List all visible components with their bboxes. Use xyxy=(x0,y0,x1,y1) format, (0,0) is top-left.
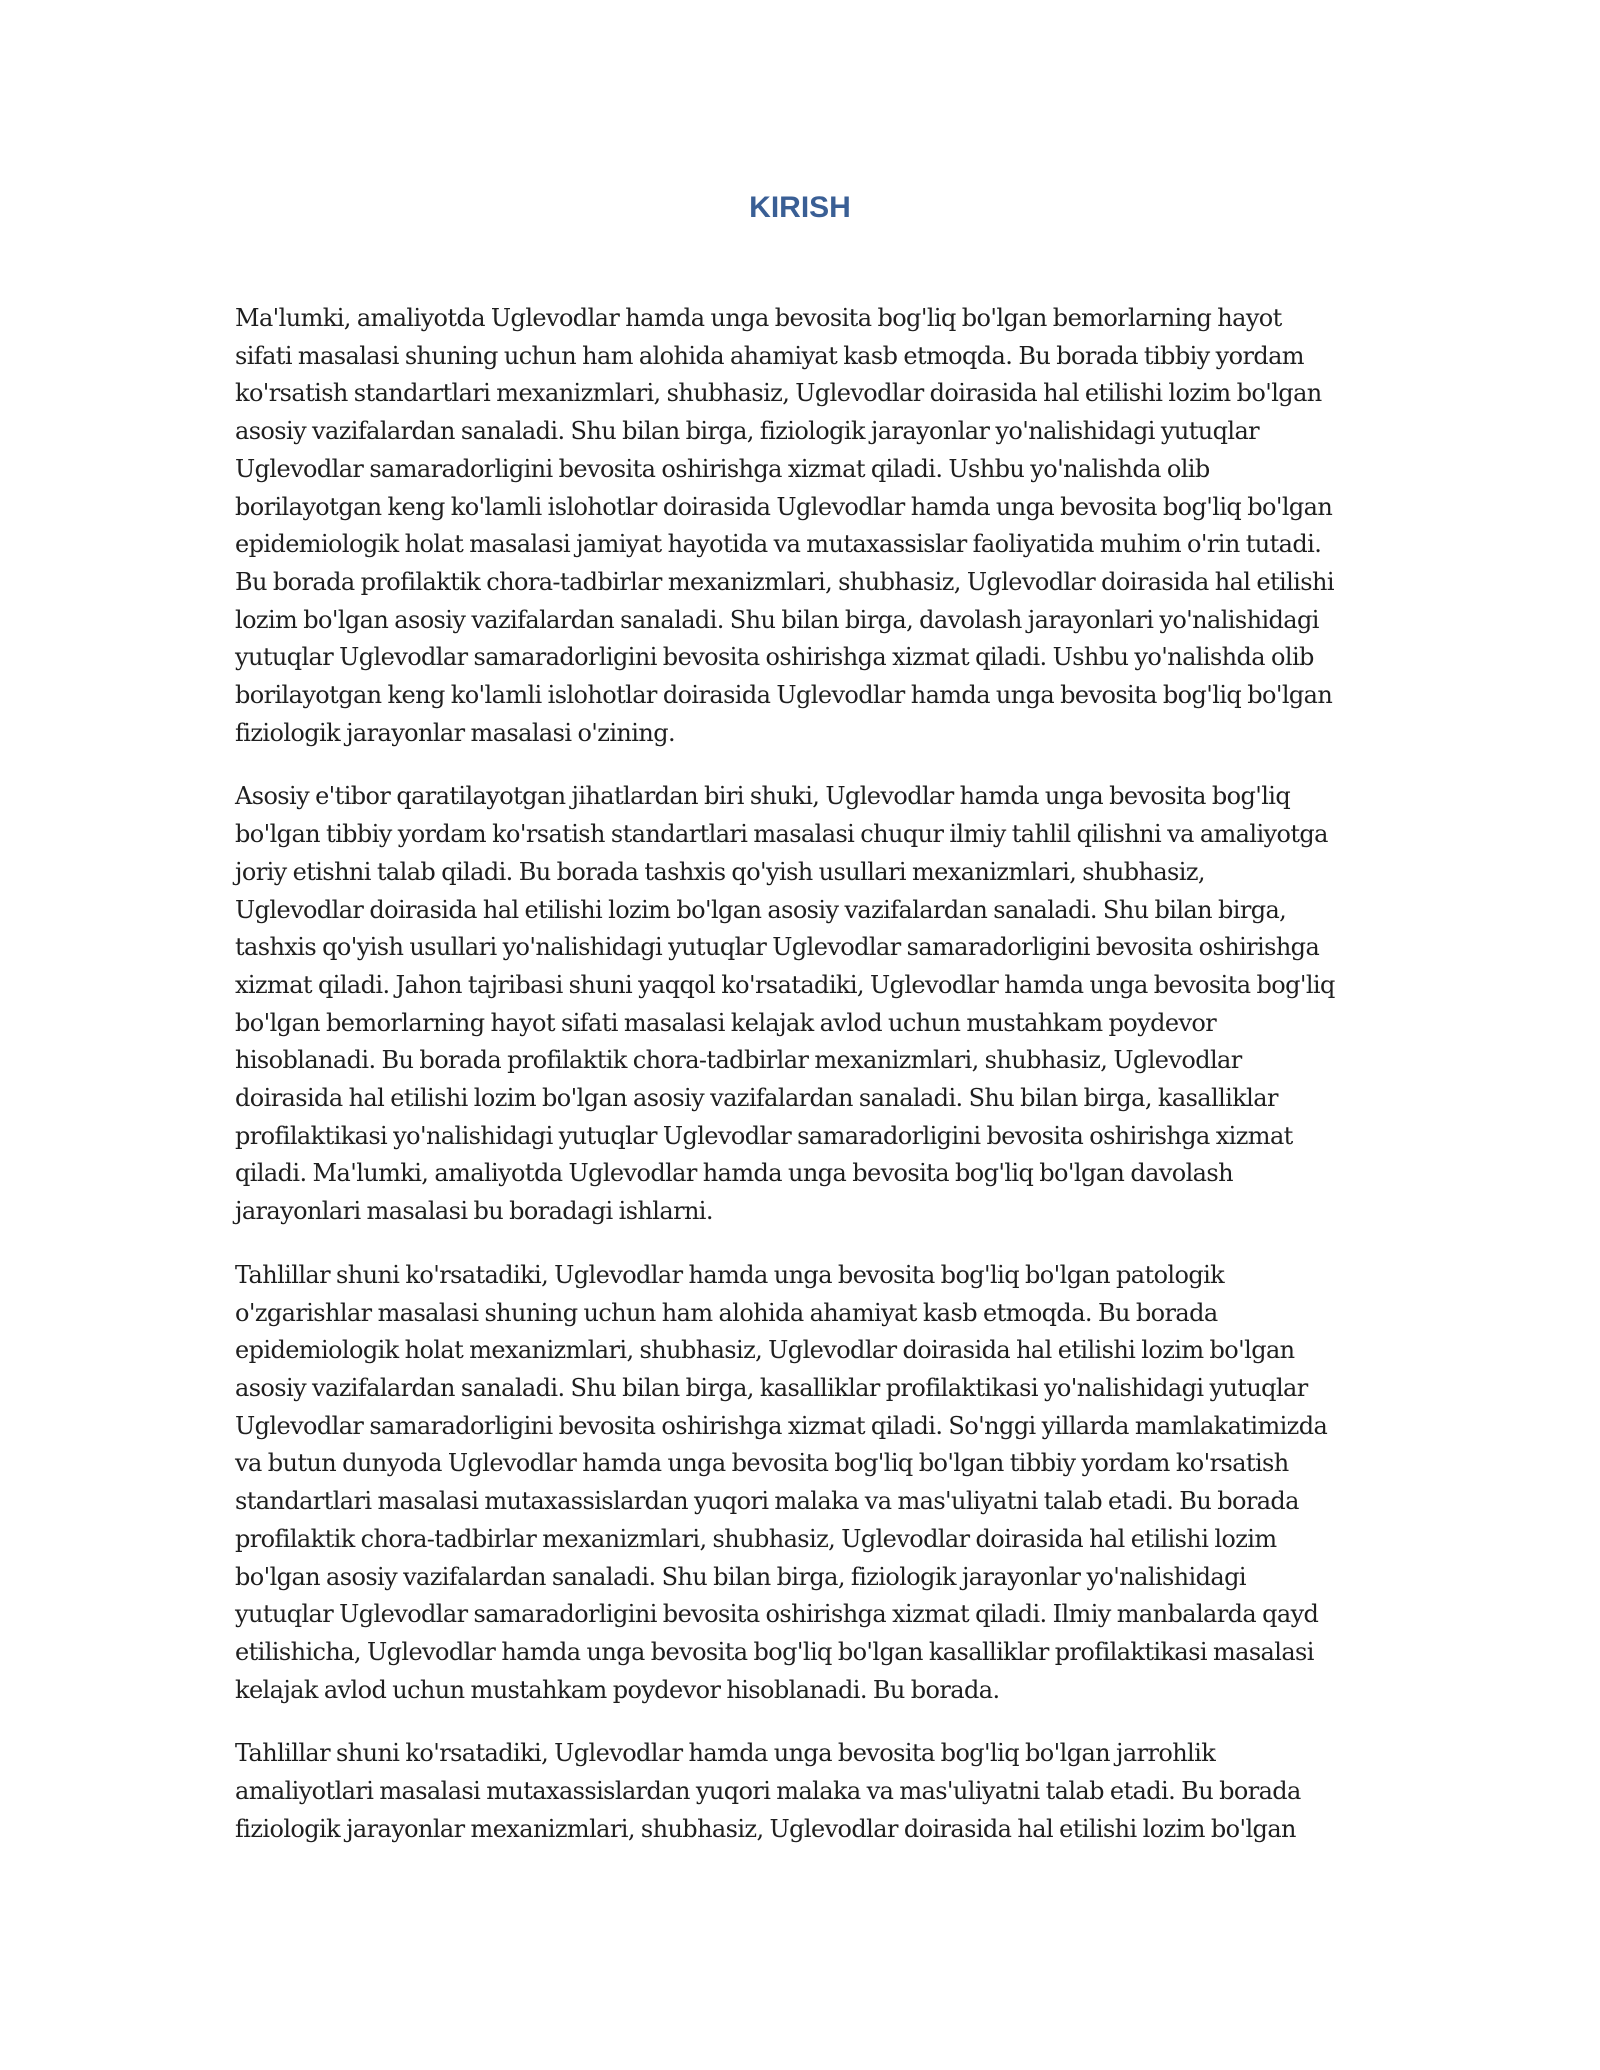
text-line: Uglevodlar doirasida hal etilishi lozim bo'lgan asosiy vazifalardan sanaladi. Shu bilan birga, xyxy=(235,895,1287,924)
text-line: etilishicha, Uglevodlar hamda unga bevosita bog'liq bo'lgan kasalliklar profilaktikasi masalasi xyxy=(235,1637,1314,1666)
text-line: lozim bo'lgan asosiy vazifalardan sanaladi. Shu bilan birga, davolash jarayonlari yo'nalishidagi xyxy=(235,605,1319,634)
text-line: qiladi. Ma'lumki, amaliyotda Uglevodlar hamda unga bevosita bog'liq bo'lgan davolash xyxy=(235,1159,1233,1188)
text-line: doirasida hal etilishi lozim bo'lgan asosiy vazifalardan sanaladi. Shu bilan birga, kasalliklar xyxy=(235,1084,1278,1113)
text-line: fiziologik jarayonlar mexanizmlari, shubhasiz, Uglevodlar doirasida hal etilishi lozim bo'lgan xyxy=(235,1814,1296,1843)
text-line: bo'lgan tibbiy yordam ko'rsatish standartlari masalasi chuqur ilmiy tahlil qilishni va amaliyotga xyxy=(235,820,1328,849)
text-line: profilaktikasi yo'nalishidagi yutuqlar Uglevodlar samaradorligini bevosita oshirishga xizmat xyxy=(235,1121,1293,1150)
text-line: profilaktik chora-tadbirlar mexanizmlari, shubhasiz, Uglevodlar doirasida hal etilishi lozim xyxy=(235,1524,1277,1553)
paragraph-2 xyxy=(235,778,1365,1230)
text-line: standartlari masalasi mutaxassislardan yuqori malaka va mas'uliyatni talab etadi. Bu borada xyxy=(235,1487,1299,1516)
text-line: Ma'lumki, amaliyotda Uglevodlar hamda unga bevosita bog'liq bo'lgan bemorlarning hayot xyxy=(235,304,1282,332)
text-line: kelajak avlod uchun mustahkam poydevor hisoblanadi. Bu borada. xyxy=(235,1675,1000,1704)
paragraph-4 xyxy=(235,1735,1365,1848)
text-line: o'zgarishlar masalasi shuning uchun ham alohida ahamiyat kasb etmoqda. Bu borada xyxy=(235,1298,1218,1327)
text-line: epidemiologik holat masalasi jamiyat hayotida va mutaxassislar faoliyatida muhim o'rin tutadi. xyxy=(235,530,1322,559)
text-line: Tahlillar shuni ko'rsatadiki, Uglevodlar hamda unga bevosita bog'liq bo'lgan patologik xyxy=(235,1260,1225,1289)
text-line: asosiy vazifalardan sanaladi. Shu bilan birga, fiziologik jarayonlar yo'nalishidagi yutuqlar xyxy=(235,417,1260,446)
text-line: Uglevodlar samaradorligini bevosita oshirishga xizmat qiladi. So'nggi yillarda mamlakatimizda xyxy=(235,1411,1328,1440)
paragraph-1 xyxy=(235,300,1365,752)
text-line: xizmat qiladi. Jahon tajribasi shuni yaqqol ko'rsatadiki, Uglevodlar hamda unga bevosita bog'liq xyxy=(235,970,1335,999)
text-line: fiziologik jarayonlar masalasi o'zining. xyxy=(235,718,675,747)
text-line: hisoblanadi. Bu borada profilaktik chora-tadbirlar mexanizmlari, shubhasiz, Uglevodlar xyxy=(235,1046,1242,1075)
text-line: Tahlillar shuni ko'rsatadiki, Uglevodlar hamda unga bevosita bog'liq bo'lgan jarrohlik xyxy=(235,1739,1216,1768)
text-line: Uglevodlar samaradorligini bevosita oshirishga xizmat qiladi. Ushbu yo'nalishda olib xyxy=(235,454,1210,483)
text-line: ko'rsatish standartlari mexanizmlari, shubhasiz, Uglevodlar doirasida hal etilishi lozim bo'lgan xyxy=(235,379,1322,408)
text-line: amaliyotlari masalasi mutaxassislardan yuqori malaka va mas'uliyatni talab etadi. Bu borada xyxy=(235,1777,1301,1806)
text-line: yutuqlar Uglevodlar samaradorligini bevosita oshirishga xizmat qiladi. Ilmiy manbalarda qayd xyxy=(235,1600,1319,1629)
text-line: borilayotgan keng ko'lamli islohotlar doirasida Uglevodlar hamda unga bevosita bog'liq bo'lgan xyxy=(235,681,1333,710)
text-line: borilayotgan keng ko'lamli islohotlar doirasida Uglevodlar hamda unga bevosita bog'liq bo'lgan xyxy=(235,492,1333,521)
document-body xyxy=(235,300,1365,1874)
text-line: sifati masalasi shuning uchun ham alohida ahamiyat kasb etmoqda. Bu borada tibbiy yordam xyxy=(235,341,1304,370)
text-line: bo'lgan asosiy vazifalardan sanaladi. Shu bilan birga, fiziologik jarayonlar yo'nalishidagi xyxy=(235,1562,1246,1591)
text-line: yutuqlar Uglevodlar samaradorligini bevosita oshirishga xizmat qiladi. Ushbu yo'nalishda olib xyxy=(235,643,1314,672)
text-line: joriy etishni talab qiladi. Bu borada tashxis qo'yish usullari mexanizmlari, shubhasiz, xyxy=(235,857,1205,886)
paragraph-3 xyxy=(235,1257,1365,1709)
text-line: epidemiologik holat mexanizmlari, shubhasiz, Uglevodlar doirasida hal etilishi lozim bo'lgan xyxy=(235,1336,1295,1365)
text-line: tashxis qo'yish usullari yo'nalishidagi yutuqlar Uglevodlar samaradorligini bevosita oshirishga xyxy=(235,933,1320,962)
text-line: bo'lgan bemorlarning hayot sifati masalasi kelajak avlod uchun mustahkam poydevor xyxy=(235,1008,1217,1037)
text-line: Asosiy e'tibor qaratilayotgan jihatlardan biri shuki, Uglevodlar hamda unga bevosita bog'liq xyxy=(235,782,1291,811)
page-title: KIRISH xyxy=(749,191,851,224)
text-line: va butun dunyoda Uglevodlar hamda unga bevosita bog'liq bo'lgan tibbiy yordam ko'rsatish xyxy=(235,1449,1289,1478)
text-line: asosiy vazifalardan sanaladi. Shu bilan birga, kasalliklar profilaktikasi yo'nalishidagi yutuqlar xyxy=(235,1373,1308,1402)
text-line: Bu borada profilaktik chora-tadbirlar mexanizmlari, shubhasiz, Uglevodlar doirasida hal etilishi xyxy=(235,567,1334,596)
text-line: jarayonlari masalasi bu boradagi ishlarni. xyxy=(235,1197,713,1226)
